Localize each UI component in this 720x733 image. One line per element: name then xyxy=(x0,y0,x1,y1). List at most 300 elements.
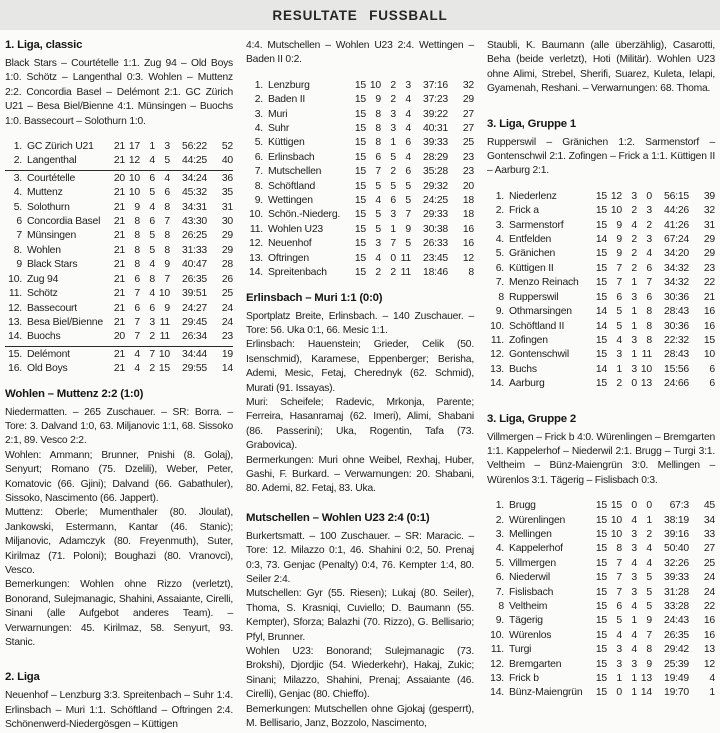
team-name: GC Zürich U21 xyxy=(27,141,94,153)
points: 24 xyxy=(703,586,715,598)
table-row xyxy=(246,136,474,150)
rank: 1. xyxy=(254,79,263,91)
games: 15 xyxy=(354,123,366,135)
draws: 4 xyxy=(149,201,155,213)
goal-ratio: 24:66 xyxy=(663,378,689,390)
losses: 10 xyxy=(640,363,652,375)
games: 15 xyxy=(595,378,607,390)
results-paragraph-2-liga: Neuenhof – Lenzburg 3:3. Spreitenbach – Suhr 1:4. Erlinsbach – Muri 1:1. Schöftland – Oftringen 2:4. Schönenwerd-Niedergösgen – Küttigen xyxy=(5,690,233,731)
points: 33 xyxy=(703,528,715,540)
wins: 4 xyxy=(134,363,140,375)
goal-ratio: 28:43 xyxy=(663,349,689,361)
team-name: Langenthal xyxy=(27,155,77,167)
losses: 3 xyxy=(646,234,652,246)
games: 15 xyxy=(595,687,607,699)
games: 15 xyxy=(595,205,607,217)
points: 27 xyxy=(703,543,715,555)
rank: 1. xyxy=(13,141,22,153)
table-row xyxy=(487,247,715,261)
losses: 3 xyxy=(164,141,170,153)
table-row xyxy=(487,262,715,276)
losses: 9 xyxy=(164,259,170,271)
rank: 2. xyxy=(495,514,504,526)
games: 21 xyxy=(113,288,125,300)
losses: 14 xyxy=(640,687,652,699)
losses: 13 xyxy=(640,378,652,390)
points: 23 xyxy=(221,331,233,343)
rank: 4. xyxy=(495,543,504,555)
points: 31 xyxy=(221,201,233,213)
losses: 8 xyxy=(646,306,652,318)
draws: 3 xyxy=(631,190,637,202)
losses: 2 xyxy=(646,219,652,231)
draws: 7 xyxy=(149,348,155,360)
wins: 10 xyxy=(610,514,622,526)
wins: 7 xyxy=(375,166,381,178)
table-row xyxy=(487,348,715,362)
team-name: Rupperswil xyxy=(509,291,559,303)
goal-ratio: 39:22 xyxy=(422,108,448,120)
team-name: Veltheim xyxy=(509,601,548,612)
games: 21 xyxy=(113,201,125,213)
team-name: Küttigen xyxy=(268,137,305,149)
goal-ratio: 37:16 xyxy=(422,79,448,91)
goal-ratio: 37:23 xyxy=(422,94,448,106)
rank: 10. xyxy=(490,629,504,641)
games: 15 xyxy=(595,543,607,555)
draws: 1 xyxy=(631,320,637,332)
goal-ratio: 29:32 xyxy=(422,180,448,192)
wins: 8 xyxy=(134,244,140,256)
points: 22 xyxy=(703,601,715,612)
draws: 2 xyxy=(390,267,396,279)
games: 14 xyxy=(595,234,607,246)
team-name: Old Boys xyxy=(27,363,68,375)
draws: 6 xyxy=(149,216,155,228)
wins: 10 xyxy=(128,172,140,184)
draws: 0 xyxy=(390,252,396,264)
rank: 11. xyxy=(490,644,504,656)
section-heading-3-liga-gruppe-2: 3. Liga, Gruppe 2 xyxy=(487,412,577,425)
table-row xyxy=(5,215,233,229)
goal-ratio: 26:33 xyxy=(422,238,448,250)
points: 12 xyxy=(462,252,474,264)
table-row xyxy=(246,151,474,165)
rank: 10. xyxy=(8,273,22,285)
team-name: Schötz xyxy=(27,288,58,300)
points: 40 xyxy=(221,155,233,167)
draws: 1 xyxy=(631,687,637,699)
games: 15 xyxy=(595,644,607,656)
team-name: Buchs xyxy=(509,363,537,375)
losses: 5 xyxy=(405,238,411,250)
team-name: Küttigen II xyxy=(509,262,554,274)
match-report-paragraph: Bermerkungen: Muri ohne Weibel, Rexhaj, Huber, Gashi, F. Burkard. – Verwarnungen: 20. Shabani, 80. Ademi, 82. Fetaj, 83. Uka. xyxy=(246,454,474,495)
goal-ratio: 26:25 xyxy=(181,230,207,242)
goal-ratio: 30:38 xyxy=(422,223,448,235)
losses: 2 xyxy=(646,528,652,540)
table-row xyxy=(487,377,715,391)
points: 24 xyxy=(221,302,233,314)
table-row xyxy=(246,223,474,237)
draws: 4 xyxy=(149,155,155,167)
losses: 4 xyxy=(405,94,411,106)
rank: 9. xyxy=(254,195,263,207)
losses: 9 xyxy=(164,302,170,314)
section-heading-3-liga-gruppe-1: 3. Liga, Gruppe 1 xyxy=(487,117,577,130)
games: 15 xyxy=(595,601,607,612)
losses: 9 xyxy=(405,223,411,235)
draws: 6 xyxy=(390,195,396,207)
losses: 5 xyxy=(646,586,652,598)
losses: 8 xyxy=(646,644,652,656)
games: 15 xyxy=(595,658,607,670)
draws: 1 xyxy=(631,673,637,685)
rank: 13. xyxy=(249,252,263,264)
rank: 9 xyxy=(16,259,22,271)
draws: 3 xyxy=(631,572,637,584)
points: 36 xyxy=(221,172,233,184)
goal-ratio: 24:27 xyxy=(181,302,207,314)
points: 29 xyxy=(703,248,715,260)
rank: 11. xyxy=(490,334,504,346)
goal-ratio: 26:35 xyxy=(181,273,207,285)
team-name: Bünz-Maiengrün xyxy=(509,687,583,699)
rank: 1. xyxy=(495,190,504,202)
goal-ratio: 18:46 xyxy=(422,267,448,279)
draws: 0 xyxy=(631,500,637,512)
wins: 10 xyxy=(128,187,140,199)
wins: 6 xyxy=(134,273,140,285)
losses: 11 xyxy=(641,349,652,361)
points: 45 xyxy=(703,500,715,512)
table-separator-line xyxy=(5,170,233,171)
table-row xyxy=(246,266,474,280)
wins: 8 xyxy=(375,137,381,149)
draws: 3 xyxy=(390,123,396,135)
games: 15 xyxy=(354,238,366,250)
draws: 3 xyxy=(631,658,637,670)
team-name: Bremgarten xyxy=(509,658,562,670)
goal-ratio: 43:30 xyxy=(181,216,207,228)
wins: 4 xyxy=(616,334,622,346)
draws: 5 xyxy=(390,151,396,163)
games: 15 xyxy=(354,94,366,106)
table-row xyxy=(487,586,715,600)
goal-ratio: 19:49 xyxy=(663,673,689,685)
wins: 9 xyxy=(616,219,622,231)
games: 21 xyxy=(113,259,125,271)
losses: 8 xyxy=(646,334,652,346)
losses: 8 xyxy=(164,230,170,242)
games: 15 xyxy=(354,180,366,192)
losses: 5 xyxy=(164,155,170,167)
match-report-paragraph: Muri: Scheifele; Radevic, Mrkonja, Parente; Ferreira, Hasanramaj (62. Imeri), Alimi, Shabani (86. Passerini); Uka, Rogentin, Tafa (73. Grabovica). xyxy=(246,396,474,452)
points: 25 xyxy=(221,288,233,300)
table-row xyxy=(487,276,715,290)
points: 16 xyxy=(462,238,474,250)
team-name: Kappelerhof xyxy=(509,543,563,555)
team-name: Suhr xyxy=(268,123,290,135)
team-name: Besa Biel/Bienne xyxy=(27,316,103,328)
games: 15 xyxy=(354,108,366,120)
games: 15 xyxy=(354,252,366,264)
wins: 7 xyxy=(134,316,140,328)
games: 20 xyxy=(113,331,125,343)
games: 15 xyxy=(354,79,366,91)
draws: 3 xyxy=(631,291,637,303)
page-title: RESULTATE FUSSBALL xyxy=(272,7,448,23)
rank: 10. xyxy=(490,320,504,332)
wins: 6 xyxy=(616,291,622,303)
losses: 4 xyxy=(405,151,411,163)
draws: 4 xyxy=(631,601,637,612)
match-report-paragraph: Wohlen U23: Bonorand; Sulejmanagic (73. Brokshi), Djordjic (54. Wiederkehr), Hakaj, Zukic; Sinani; Milazzo, Shahini, Prenaj; Assaiante (46. Cirelli), Genjac (80. Chieffo). xyxy=(246,646,474,701)
wins: 8 xyxy=(134,216,140,228)
wins: 9 xyxy=(375,94,381,106)
team-name: Buochs xyxy=(27,331,61,343)
losses: 4 xyxy=(164,172,170,184)
wins: 1 xyxy=(616,363,622,375)
draws: 4 xyxy=(149,288,155,300)
goal-ratio: 23:45 xyxy=(422,252,448,264)
goal-ratio: 26:35 xyxy=(663,629,689,641)
losses: 3 xyxy=(405,79,411,91)
losses: 8 xyxy=(164,244,170,256)
table-row xyxy=(487,557,715,571)
rank: 16. xyxy=(8,363,22,375)
points: 6 xyxy=(709,378,715,390)
team-name: Frick b xyxy=(509,673,539,685)
draws: 1 xyxy=(631,349,637,361)
table-row xyxy=(5,172,233,186)
rank: 12. xyxy=(490,658,504,670)
draws: 1 xyxy=(149,141,155,153)
goal-ratio: 34:20 xyxy=(663,248,689,260)
wins: 12 xyxy=(128,155,140,167)
match-report-paragraph: Muttenz: Oberle; Mumenthaler (80. Jloulat), Jankowski, Estermann, Kantar (46. Stanic); Miljanovic, Adamczyk (80. Freyenmuth), Suter, Kirilmaz (71. Poloni); Boughazi (80. Vranovci), Vesco. xyxy=(5,507,233,576)
draws: 7 xyxy=(390,238,396,250)
match-report-paragraph: Mutschellen: Gyr (55. Riesen); Lukaj (80. Seiler), Thoma, S. Krasniqi, Cuviello; D. Baumann (55. Kempter), Sforza; Balazhi (70. Rizzo), G. Bellisario; Pfyl, Brunner. xyxy=(246,588,474,643)
rank: 8. xyxy=(254,180,263,192)
games: 15 xyxy=(354,267,366,279)
draws: 3 xyxy=(390,108,396,120)
points: 18 xyxy=(462,195,474,207)
goal-ratio: 44:25 xyxy=(181,155,207,167)
team-name: Wettingen xyxy=(268,195,313,207)
games: 21 xyxy=(113,273,125,285)
losses: 6 xyxy=(405,137,411,149)
page-header xyxy=(0,0,720,30)
draws: 2 xyxy=(631,234,637,246)
draws: 4 xyxy=(149,259,155,271)
wins: 3 xyxy=(616,349,622,361)
games: 15 xyxy=(595,190,607,202)
games: 21 xyxy=(113,316,125,328)
table-row xyxy=(246,165,474,179)
team-name: Fislisbach xyxy=(509,586,554,598)
table-row xyxy=(246,79,474,93)
points: 25 xyxy=(462,137,474,149)
rank: 2. xyxy=(495,205,504,217)
table-row xyxy=(246,252,474,266)
goal-ratio: 31:28 xyxy=(663,586,689,598)
games: 15 xyxy=(595,673,607,685)
losses: 7 xyxy=(164,216,170,228)
team-name: Gränichen xyxy=(509,248,556,260)
wins: 5 xyxy=(375,209,381,221)
draws: 3 xyxy=(390,209,396,221)
wins: 5 xyxy=(616,306,622,318)
losses: 3 xyxy=(646,205,652,217)
match-heading-wohlen-muttenz: Wohlen – Muttenz 2:2 (1:0) xyxy=(5,387,144,400)
games: 15 xyxy=(595,629,607,641)
wins: 3 xyxy=(375,238,381,250)
goal-ratio: 56:22 xyxy=(181,141,207,153)
rank: 4. xyxy=(495,234,504,246)
team-name: Villmergen xyxy=(509,557,556,569)
draws: 3 xyxy=(631,363,637,375)
wins: 7 xyxy=(134,288,140,300)
rank: 12. xyxy=(249,238,263,250)
table-row xyxy=(487,658,715,672)
points: 31 xyxy=(703,219,715,231)
goal-ratio: 38:19 xyxy=(663,514,689,526)
wins: 8 xyxy=(375,108,381,120)
goal-ratio: 39:16 xyxy=(663,528,689,540)
rank: 15. xyxy=(8,348,22,360)
games: 15 xyxy=(354,195,366,207)
wins: 1 xyxy=(616,673,622,685)
draws: 3 xyxy=(631,543,637,555)
draws: 3 xyxy=(631,334,637,346)
team-name: Zofingen xyxy=(509,334,548,346)
points: 27 xyxy=(462,108,474,120)
losses: 9 xyxy=(646,615,652,627)
games: 15 xyxy=(354,137,366,149)
rank: 3. xyxy=(495,528,504,540)
games: 15 xyxy=(595,528,607,540)
draws: 2 xyxy=(390,166,396,178)
table-row xyxy=(5,287,233,301)
points: 16 xyxy=(703,629,715,641)
draws: 8 xyxy=(149,273,155,285)
draws: 2 xyxy=(631,262,637,274)
rank: 12. xyxy=(490,349,504,361)
rank: 8 xyxy=(498,601,504,612)
table-row xyxy=(5,258,233,272)
points: 23 xyxy=(462,151,474,163)
wins: 10 xyxy=(610,528,622,540)
table-row xyxy=(5,330,233,344)
rank: 9. xyxy=(495,306,504,318)
wins: 5 xyxy=(375,180,381,192)
league-table-3-liga-gruppe-1 xyxy=(487,190,715,392)
goal-ratio: 39:33 xyxy=(422,137,448,149)
losses: 10 xyxy=(158,288,170,300)
games: 14 xyxy=(595,306,607,318)
goal-ratio: 44:26 xyxy=(663,205,689,217)
goal-ratio: 22:32 xyxy=(663,334,689,346)
team-name: Erlinsbach xyxy=(268,151,315,163)
draws: 1 xyxy=(631,615,637,627)
rank: 7 xyxy=(16,230,22,242)
section-heading-2-liga: 2. Liga xyxy=(5,671,40,684)
draws: 2 xyxy=(390,79,396,91)
wins: 8 xyxy=(134,259,140,271)
losses: 11 xyxy=(400,267,411,279)
team-name: Frick a xyxy=(509,205,539,217)
losses: 4 xyxy=(646,248,652,260)
rank: 14. xyxy=(249,267,263,279)
table-row xyxy=(246,93,474,107)
points: 16 xyxy=(703,306,715,318)
goal-ratio: 34:44 xyxy=(181,348,207,360)
goal-ratio: 50:40 xyxy=(663,543,689,555)
games: 21 xyxy=(113,363,125,375)
losses: 0 xyxy=(646,500,652,512)
rank: 5. xyxy=(495,248,504,260)
column-left xyxy=(5,39,233,733)
wins: 7 xyxy=(616,262,622,274)
results-paragraph-1-liga: Black Stars – Courtételle 1:1. Zug 94 – Old Boys 1:0. Schötz – Langenthal 0:3. Wohlen – Muttenz 2:2. Concordia Basel – Delémont 2:1. GC Zürich U21 – Besa Biel/Bienne 4:1. Münsingen – Buochs 1:0. Bassecourt – Solothurn 1:0. xyxy=(5,58,233,127)
wins: 6 xyxy=(134,302,140,314)
points: 4 xyxy=(709,673,715,685)
goal-ratio: 45:32 xyxy=(181,187,207,199)
table-row xyxy=(487,233,715,247)
team-name: Courtételle xyxy=(27,172,76,184)
points: 14 xyxy=(221,363,233,375)
draws: 4 xyxy=(631,629,637,641)
games: 15 xyxy=(354,151,366,163)
rank: 3. xyxy=(13,172,22,184)
table-row xyxy=(487,334,715,348)
rank: 7. xyxy=(254,166,263,178)
points: 19 xyxy=(221,348,233,360)
table-row xyxy=(5,348,233,362)
team-name: Brugg xyxy=(509,500,536,512)
losses: 1 xyxy=(646,514,652,526)
table-row xyxy=(246,194,474,208)
draws: 6 xyxy=(149,172,155,184)
league-table-1-liga xyxy=(5,140,233,377)
draws: 4 xyxy=(631,557,637,569)
points: 22 xyxy=(703,277,715,289)
wins: 8 xyxy=(375,123,381,135)
table-row xyxy=(487,629,715,643)
points: 32 xyxy=(703,205,715,217)
league-table-2-liga xyxy=(246,79,474,281)
wins: 7 xyxy=(134,331,140,343)
team-name: Mutschellen xyxy=(268,166,322,178)
points: 6 xyxy=(709,363,715,375)
goal-ratio: 30:36 xyxy=(663,291,689,303)
goal-ratio: 25:39 xyxy=(663,658,689,670)
points: 23 xyxy=(462,166,474,178)
goal-ratio: 40:31 xyxy=(422,123,448,135)
team-name: Würenlingen xyxy=(509,514,566,526)
match-heading-erlinsbach-muri: Erlinsbach – Muri 1:1 (0:0) xyxy=(246,291,383,304)
games: 15 xyxy=(595,586,607,598)
table-row xyxy=(5,316,233,330)
draws: 2 xyxy=(149,363,155,375)
rank: 13. xyxy=(8,316,22,328)
match-report-paragraph: Burkertsmatt. – 100 Zuschauer. – SR: Maracic. – Tore: 12. Milazzo 0:1, 46. Shahini 0:2, 50. Prenaj 0:3, 73. Genjac (Penalty) 0:4, 76. Kempter 1:4, 80. Seiler 2:4. xyxy=(246,530,474,585)
team-name: Black Stars xyxy=(27,259,78,271)
team-name: Lenzburg xyxy=(268,79,310,91)
table-row xyxy=(487,614,715,628)
goal-ratio: 56:15 xyxy=(663,190,689,202)
